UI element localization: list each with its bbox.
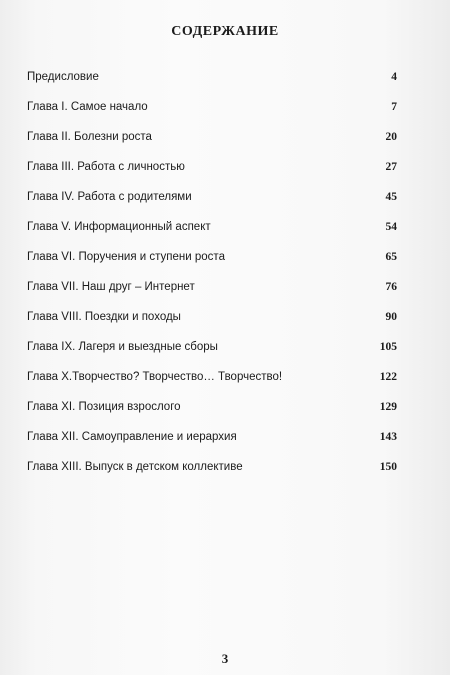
toc-entry-chapter-3 — [27, 161, 397, 191]
entry-page-number: 122 — [379, 371, 397, 383]
toc-entry-chapter-13 — [27, 461, 397, 491]
entry-page-number: 27 — [385, 161, 397, 173]
entry-title: Глава VII. Наш друг – Интернет — [27, 281, 195, 293]
toc-entry-chapter-6 — [27, 251, 397, 281]
entry-page-number: 90 — [385, 311, 397, 323]
entry-title: Глава VI. Поручения и ступени роста — [27, 251, 225, 263]
entry-title: Глава V. Информационный аспект — [27, 221, 211, 233]
toc-heading: СОДЕРЖАНИЕ — [171, 24, 279, 39]
entry-title: Глава Х.Творчество? Творчество… Творчество! — [27, 371, 283, 383]
entry-title: Глава I. Самое начало — [27, 101, 148, 113]
entry-title: Глава III. Работа с личностью — [27, 161, 185, 173]
toc-entry-preface — [27, 71, 397, 101]
entry-page-number: 20 — [385, 131, 397, 143]
toc-entry-chapter-5 — [27, 221, 397, 251]
page-number: 3 — [221, 651, 229, 666]
entry-title: Предисловие — [27, 71, 99, 83]
toc-entry-chapter-8 — [27, 311, 397, 341]
toc-entry-chapter-4 — [27, 191, 397, 221]
table-of-contents — [27, 71, 397, 491]
entry-page-number: 150 — [379, 461, 397, 473]
entry-title: Глава II. Болезни роста — [27, 131, 152, 143]
toc-entry-chapter-7 — [27, 281, 397, 311]
entry-page-number: 76 — [385, 281, 397, 293]
toc-entry-chapter-11 — [27, 401, 397, 431]
entry-page-number: 7 — [391, 101, 397, 113]
entry-title: Глава XI. Позиция взрослого — [27, 401, 181, 413]
entry-title: Глава XII. Самоуправление и иерархия — [27, 431, 237, 443]
entry-page-number: 105 — [379, 341, 397, 353]
entry-page-number: 129 — [379, 401, 397, 413]
toc-entry-chapter-2 — [27, 131, 397, 161]
entry-page-number: 65 — [385, 251, 397, 263]
toc-entry-chapter-9 — [27, 341, 397, 371]
toc-entry-chapter-12 — [27, 431, 397, 461]
toc-entry-chapter-1 — [27, 101, 397, 131]
entry-title: Глава IX. Лагеря и выездные сборы — [27, 341, 218, 353]
entry-title: Глава XIII. Выпуск в детском коллективе — [27, 461, 243, 473]
entry-page-number: 143 — [379, 431, 397, 443]
entry-page-number: 4 — [391, 71, 397, 83]
toc-entry-chapter-10 — [27, 371, 397, 401]
entry-page-number: 54 — [385, 221, 397, 233]
entry-page-number: 45 — [385, 191, 397, 203]
entry-title: Глава VIII. Поездки и походы — [27, 311, 181, 323]
entry-title: Глава IV. Работа с родителями — [27, 191, 192, 203]
